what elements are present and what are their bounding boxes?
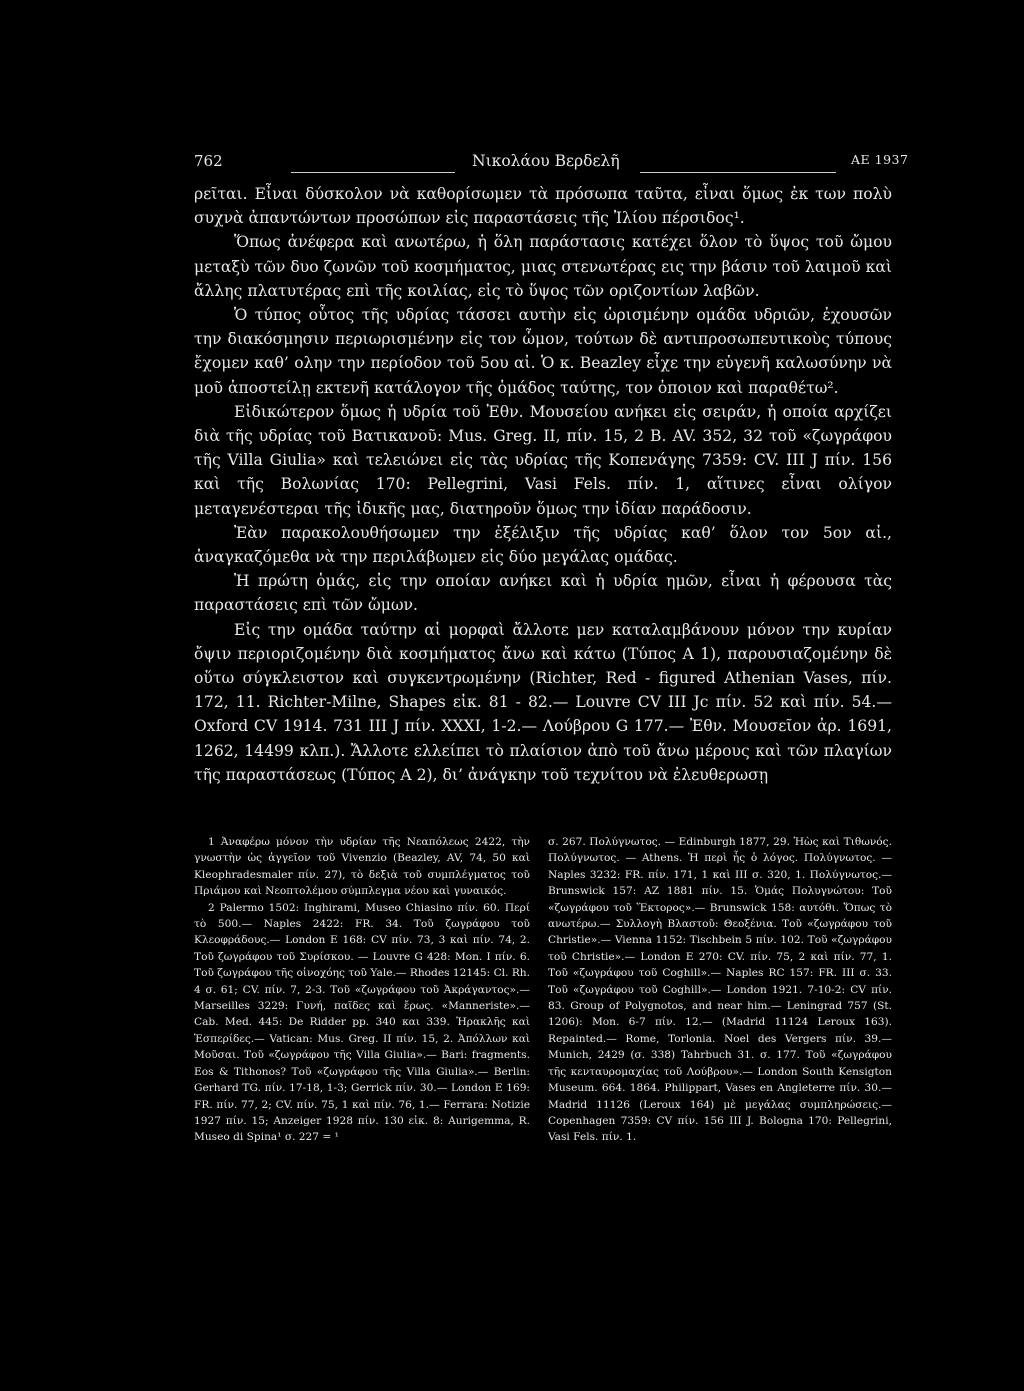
paragraph: ρεῖται. Εἶναι δύσκολον νὰ καθορίσωμεν τὰ πρόσωπα ταῦτα, εἶναι ὅμως ἐκ των πολὺ συχνὰ ἀπαντώντων προσώπων εἰς παραστάσεις τῆς Ἰλίου πέρσιδος¹. bbox=[194, 185, 892, 228]
footnotes-right-column bbox=[548, 834, 892, 1146]
paragraph: Ἐὰν παρακολουθήσωμεν την ἐξέλιξιν τῆς υδρίας καθ’ ὅλον τον 5ον αἰ., ἀναγκαζόμεθα νὰ την περιλάβωμεν εἰς δύο μεγάλας ομάδας. bbox=[194, 523, 892, 567]
footnote: 2 Palermo 1502: Inghirami, Museo Chiasino πίν. 60. Περί τὸ 500.— Naples 2422: FR. 34. Τοῦ ζωγράφου τοῦ Κλεοφράδους.— London E 168: CV πίν. 73, 3 καὶ πίν. 74, 2. Τοῦ ζωγράφου τοῦ Συρίσκου. — Louvre G 428: Mon. I πίν. 6. Τοῦ ζωγράφου τῆς οἰνοχόης τοῦ Yale.— Rhodes 12145: Cl. Rh. 4 σ. 61; CV. πίν. 7, 2-3. Τοῦ «ζωγράφου τοῦ Ἀκράγαντος».— Marseilles 3229: Γυνή, παῖδες καὶ ἔρως. «Manneriste».— Cab. Med. 445: De Ridder pp. 340 και 339. Ἡρακλῆς καὶ Ἑσπερίδες.— Vatican: Mus. Greg. II πίν. 15, 2. Ἀπόλλων καὶ Μοῦσαι. Τοῦ «ζωγράφου τῆς Villa Giulia».— Bari: fragments. Eos & Tithonos? Τοῦ «ζωγράφου τῆς Villa Giulia».— Berlin: Gerhard TG. πίν. 17-18, 1-3; Gerrick πίν. 30.— London E 169: FR. πίν. 77, 2; CV. πίν. 75, 1 καὶ πίν. 76, 1.— Ferrara: Notizie 1927 πίν. 15; Anzeiger 1928 πίν. 130 εἰκ. 8: Aurigemma, R. Museo di Spina¹ σ. 227 = ¹ bbox=[194, 901, 530, 1144]
journal-reference: ΑΕ 1937 bbox=[851, 152, 909, 167]
paragraph: Ὁ τύπος οὗτος τῆς υδρίας τάσσει αυτὴν εἰς ὡρισμένην ομάδα υδριῶν, ἐχουσῶν την διακόσμησιν περιωρισμένην εἰς τον ὦμον, τούτων δὲ αντιπροσωπευτικοὺς τύπους ἔχομεν καθ’ ολην την περίοδον τοῦ 5ου αἰ. Ὁ κ. Beazley εἶχε την εὐγενῆ καλωσύνην νὰ μοῦ ἀποστείλῃ εκτενῆ κατάλογον τῆς ὁμάδος ταύτης, τον ὁποιον καὶ παραθέτω². bbox=[194, 306, 892, 397]
main-text bbox=[194, 182, 892, 787]
paragraph: Εἰς την ομάδα ταύτην αἱ μορφαὶ ἄλλοτε μεν καταλαμβάνουν μόνον την κυρίαν ὄψιν περιοριζομένην διὰ κοσμήματος ἄνω καὶ κάτω (Τύπος Α 1), παρουσιαζομένην δὲ οὕτω σύγκλειστον καὶ συγκεντρωμένην (Richter, Red - figured Athenian Vases, πίν. 172, 11. Richter-Milne, Shapes εἰκ. 81 - 82.— Louvre CV III Jc πίν. 52 καὶ πίν. 54.— Oxford CV 1914. 731 III J πίν. XXXI, 1-2.— Λούβρου G 177.— Ἐθν. Μουσεῖον ἀρ. 1691, 1262, 14499 κλπ.). Ἄλλοτε ελλείπει τὸ πλαίσιον ἀπὸ τοῦ ἄνω μέρους καὶ τῶν πλαγίων τῆς παραστάσεως (Τύπος Α 2), δι’ ἀνάγκην τοῦ τεχνίτου νὰ ἐλευθερωσῃ bbox=[194, 620, 892, 784]
footnote: 1 Ἀναφέρω μόνον τὴν υδρίαν τῆς Νεαπόλεως 2422, τὴν γνωστὴν ὡς ἀγγεῖον τοῦ Vivenzio (Beazley, AV, 74, 50 καὶ Kleophradesmaler πίν. 27), τὸ δεξιὰ τοῦ συμπλέγματος τοῦ Πριάμου καὶ Νεοπτολέμου σύμπλεγμα νέου καὶ γυναικός. bbox=[194, 836, 530, 898]
footnote-continuation: σ. 267. Πολύγνωτος. — Edinburgh 1877, 29. Ἠὼς καὶ Τιθωνός. Πολύγνωτος. — Athens. Ἡ περὶ ἧς ὁ λόγος. Πολύγνωτος. — Naples 3232: FR. πίν. 171, 1 καὶ III σ. 320, 1. Πολύγνωτος.— Brunswick 157: AZ 1881 πίν. 15. Ὁμάς Πολυγνώτου: Τοῦ «ζωγράφου τοῦ Ἕκτορος».— Brunswick 158: αυτόθι. Ὅπως τὸ ανωτέρω.— Συλλογὴ Βλαστοῦ: Θεοξένια. Τοῦ «ζωγράφου τοῦ Christie».— Vienna 1152: Tischbein 5 πίν. 102. Τοῦ «ζωγράφου τοῦ Christie».— London E 270: CV. πίν. 75, 2 καὶ πίν. 77, 1. Τοῦ «ζωγράφου τοῦ Coghill».— Naples RC 157: FR. III σ. 33. Τοῦ «ζωγράφου τοῦ Coghill».— London 1921. 7-10-2: CV πίν. 83. Group of Polygnotos, and near him.— Leningrad 757 (St. 1206): Mon. 6-7 πίν. 12.— (Madrid 11124 Leroux 163). Repainted.— Rome, Torlonia. Noel des Vergers πίν. 39.— Munich, 2429 (σ. 338) Tahrbuch 31. σ. 177. Τοῦ «ζωγράφου τῆς κενταυρομαχίας τοῦ Λούβρου».— London South Kensigton Museum. 664. 1864. Philippart, Vases en Angleterre πίν. 30.— Madrid 11126 (Leroux 164) μὲ μεγάλας συμπληρώσεις.— Copenhagen 7359: CV πίν. 156 III J. Bologna 170: Pellegrini, Vasi Fels. πίν. 1. bbox=[548, 836, 892, 1144]
header-rule-right bbox=[640, 172, 836, 173]
page-title: Νικολάου Βερδελῆ bbox=[472, 152, 620, 170]
paragraph: Εἰδικώτερον ὅμως ἡ υδρία τοῦ Ἐθν. Μουσείου ανήκει εἰς σειράν, ἡ οποία αρχίζει διὰ τῆς υδρίας τοῦ Βατικανοῦ: Mus. Greg. II, πίν. 15, 2 Β. AV. 352, 32 τοῦ «ζωγράφου τῆς Villa Giulia» καὶ τελειώνει εἰς τὰς υδρίας τῆς Κοπενάγης 7359: CV. III J πίν. 156 καὶ τῆς Βολωνίας 170: Pellegrini, Vasi Fels. πίν. 1, αἵτινες εἶναι ολίγον μεταγενέστεραι τῆς ἰδικῆς μας, διατηροῦν ὅμως την ἰδίαν παράδοσιν. bbox=[194, 402, 892, 518]
header-rule-left bbox=[291, 172, 455, 173]
paragraph: Ἡ πρώτη ὁμάς, εἰς την οποίαν ανήκει καὶ ἡ υδρία ημῶν, εἶναι ἡ φέρουσα τὰς παραστάσεις επὶ τῶν ὤμων. bbox=[194, 572, 892, 615]
paragraph: Ὅπως ἀνέφερα καὶ ανωτέρω, ἡ ὅλη παράστασις κατέχει ὅλον τὸ ὕψος τοῦ ὤμου μεταξὺ τῶν δυο ζωνῶν τοῦ κοσμήματος, μιας στενωτέρας εις την βάσιν τοῦ λαιμοῦ καὶ ἄλλης πλατυτέρας επὶ τῆς κοιλίας, εἰς τὸ ὕψος τῶν οριζοντίων λαβῶν. bbox=[194, 233, 892, 300]
footnotes-left-column bbox=[194, 834, 530, 1146]
page-number: 762 bbox=[194, 152, 223, 170]
